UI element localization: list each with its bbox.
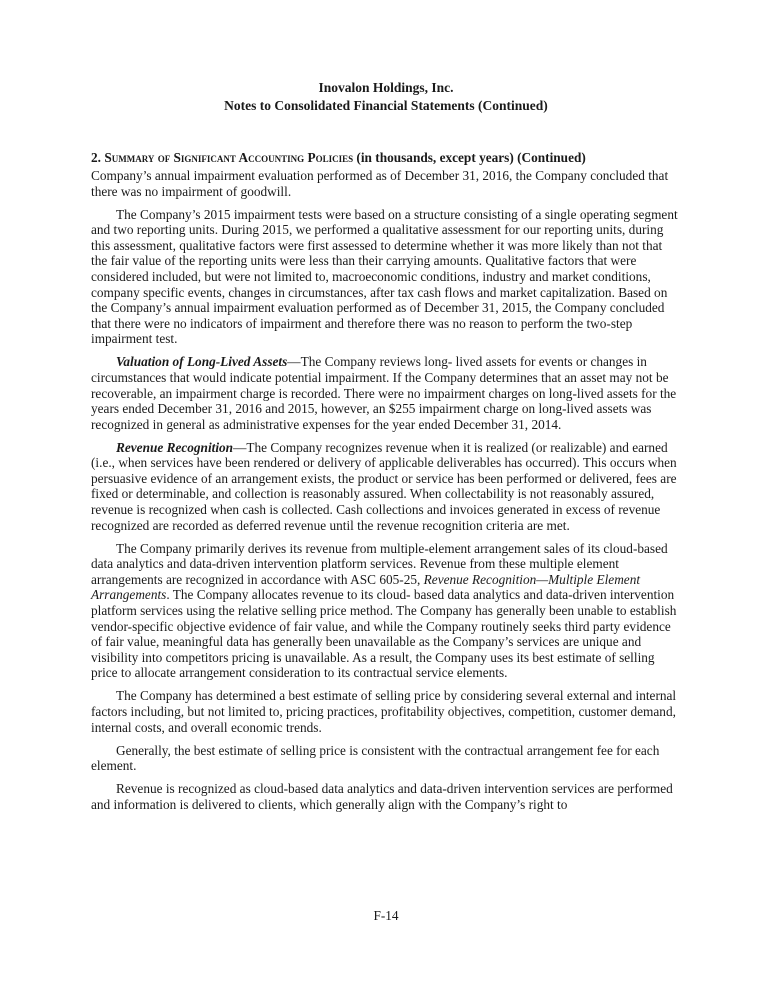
body-text (91, 168, 681, 820)
paragraph-goodwill-conclusion: Company’s annual impairment evaluation performed as of December 31, 2016, the Company concluded that there was no impairment of goodwill. (91, 168, 669, 199)
text-multiple-element-before: The Company primarily derives its revenue from multiple-element arrangement sales of its cloud-based data analytics and data-driven intervention platform services. Revenue from these multiple element arrangements are recognized in accordance with ASC 605-25, (91, 540, 668, 587)
section-title: Summary of Significant Accounting Policies (104, 150, 354, 165)
lead-long-lived-assets: Valuation of Long-Lived Assets (116, 354, 288, 370)
page-number: F-14 (373, 908, 399, 923)
section-number: 2. (91, 150, 101, 165)
notes-title: Notes to Consolidated Financial Statements (Continued) (224, 98, 548, 113)
paragraph-2015-impairment-tests: The Company’s 2015 impairment tests were based on a structure consisting of a single operating segment and two reporting units. During 2015, we performed a qualitative assessment for our reporting units, during this assessment, qualitative factors were first assessed to determine whether it was more likely than not that the fair value of the reporting units were less than their carrying amounts. Qualitative factors that were considered included, but were not limited to, macroeconomic conditions, industry and market conditions, company specific events, changes in circumstances, after tax cash flows and market capitalization. Based on the Company’s annual impairment evaluation performed as of December 31, 2015, the Company concluded that there were no indicators of impairment and therefore there was no reason to perform the two-step impairment test. (91, 206, 678, 347)
company-name: Inovalon Holdings, Inc. (318, 80, 454, 95)
text-multiple-element-after: . The Company allocates revenue to its cloud- based data analytics and data-driven intervention platform services using the relative selling price method. The Company has generally been unable to establish vendor-specific objective evidence of fair value, and while the Company routinely seeks third party evidence of fair value, meaningful data has generally been unavailable as the Company’s services are unique and visibility into competitors pricing is unavailable. As a result, the Company uses its best estimate of selling price to allocate arrangement consideration to its contractual service elements. (91, 587, 677, 681)
paragraph-revenue-recognized: Revenue is recognized as cloud-based data analytics and data-driven intervention services are performed and information is delivered to clients, which generally align with the Company’s right to (91, 781, 673, 812)
paragraph-revenue-recognition (91, 440, 681, 534)
text-asc-reference: Revenue Recognition—Multiple Element Arrangements (91, 571, 641, 603)
text-revenue-recognition: —The Company recognizes revenue when it is realized (or realizable) and earned (i.e., when services have been rendered or delivery of applicable deliverables has occurred). This occurs when persuasive evidence of an arrangement exists, the product or service has been performed or delivered, fees are fixed or determinable, and collection is reasonably assured. When collectability is not reasonably assured, revenue is recognized when cash is collected. Cash collections and invoices generated in excess of revenue recognized are recorded as deferred revenue until the revenue recognition criteria are met. (91, 439, 677, 533)
paragraph-generally: Generally, the best estimate of selling price is consistent with the contractual arrangement fee for each element. (91, 742, 660, 774)
section-title-suffix: (in thousands, except years) (Continued) (356, 150, 586, 165)
text-long-lived-assets: —The Company reviews long- lived assets for events or changes in circumstances that would indicate potential impairment. If the Company determines that an asset may not be recoverable, an impairment charge is recorded. There were no impairment charges on long-lived assets for the years ended December 31, 2016 and 2015, however, an $255 impairment charge on long-lived assets was recognized in general as administrative expenses for the year ended December 31, 2014. (91, 354, 677, 432)
lead-revenue-recognition: Revenue Recognition (116, 439, 234, 455)
paragraph-long-lived-assets (91, 354, 681, 432)
section-heading (91, 150, 681, 166)
paragraph-multiple-element (91, 541, 681, 681)
paragraph-best-estimate: The Company has determined a best estimate of selling price by considering several external and internal factors including, but not limited to, pricing practices, profitability objectives, competition, customer demand, internal costs, and overall economic trends. (91, 688, 677, 735)
